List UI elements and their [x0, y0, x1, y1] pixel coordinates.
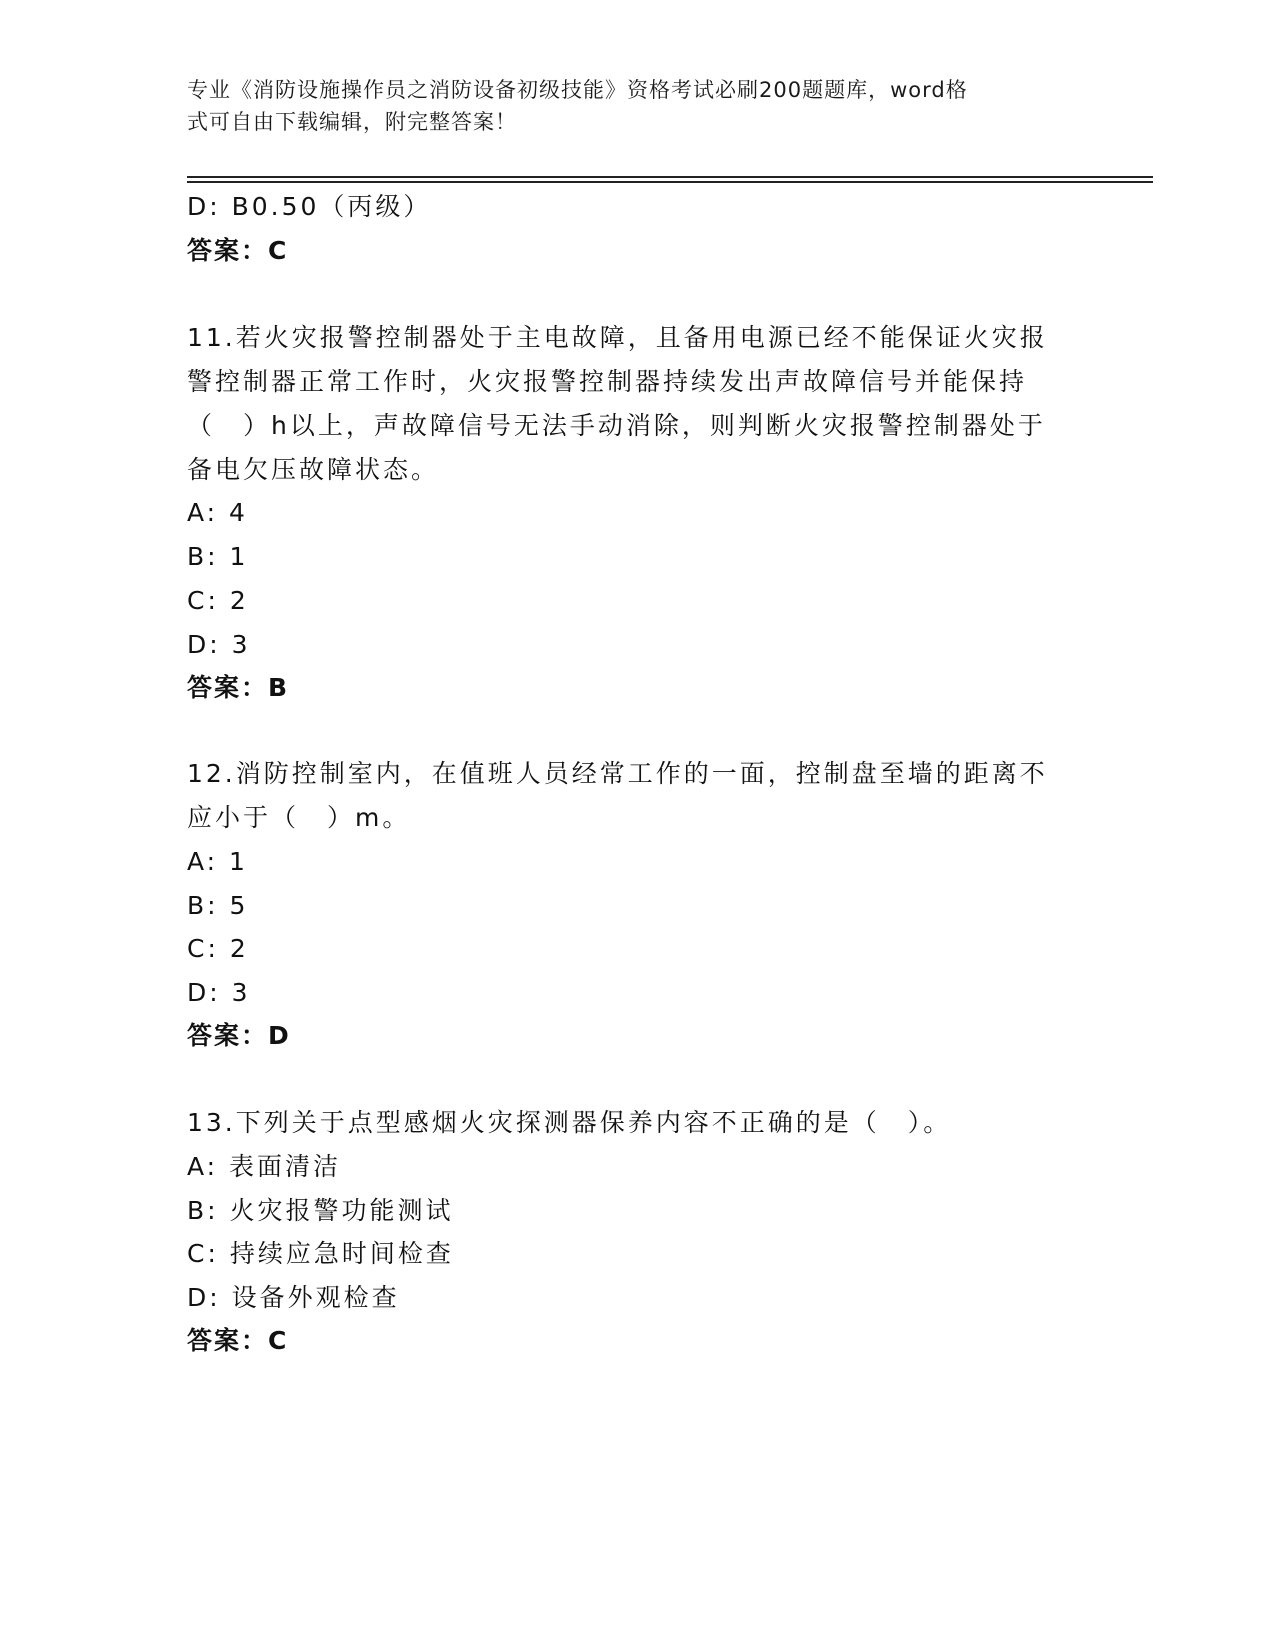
question-11-stem-line-3: （ ）h以上，声故障信号无法手动消除，则判断火灾报警控制器处于	[187, 411, 1046, 440]
question-13-option-c: C: 持续应急时间检查	[187, 1239, 454, 1268]
question-13-option-d: D: 设备外观检查	[187, 1283, 400, 1312]
question-13-option-a: A: 表面清洁	[187, 1152, 342, 1181]
question-11-stem-line-2: 警控制器正常工作时，火灾报警控制器持续发出声故障信号并能保持	[187, 367, 1028, 396]
question-12-option-a: A: 1	[187, 847, 248, 876]
question-12-option-b: B: 5	[187, 891, 249, 920]
question-11-option-b: B: 1	[187, 542, 249, 571]
document-header	[187, 74, 1067, 138]
question-11-option-d: D: 3	[187, 630, 251, 659]
question-12-option-c: C: 2	[187, 934, 249, 963]
question-13-stem-line-1: 13.下列关于点型感烟火灾探测器保养内容不正确的是（ ）。	[187, 1108, 952, 1137]
question-11-option-a: A: 4	[187, 498, 248, 527]
question-13-option-b: B: 火灾报警功能测试	[187, 1196, 454, 1225]
header-divider-bottom	[187, 181, 1153, 183]
question-12-answer: 答案：D	[187, 1021, 291, 1050]
prev-answer: 答案：C	[187, 236, 289, 265]
prev-option-d: D: B0.50（丙级）	[187, 192, 432, 221]
question-12-option-d: D: 3	[187, 978, 251, 1007]
question-12-stem-line-2: 应小于（ ）m。	[187, 803, 411, 832]
question-11-answer: 答案：B	[187, 673, 290, 702]
header-line-2: 式可自由下载编辑，附完整答案！	[187, 110, 517, 134]
header-line-1: 专业《消防设施操作员之消防设备初级技能》资格考试必刷200题题库，word格	[187, 78, 968, 102]
question-11-option-c: C: 2	[187, 586, 249, 615]
question-13-answer: 答案：C	[187, 1326, 289, 1355]
question-12-stem-line-1: 12.消防控制室内，在值班人员经常工作的一面，控制盘至墙的距离不	[187, 759, 1048, 788]
question-11-stem-line-4: 备电欠压故障状态。	[187, 455, 440, 484]
header-divider-top	[187, 176, 1153, 178]
question-11-stem-line-1: 11.若火灾报警控制器处于主电故障，且备用电源已经不能保证火灾报	[187, 323, 1048, 352]
